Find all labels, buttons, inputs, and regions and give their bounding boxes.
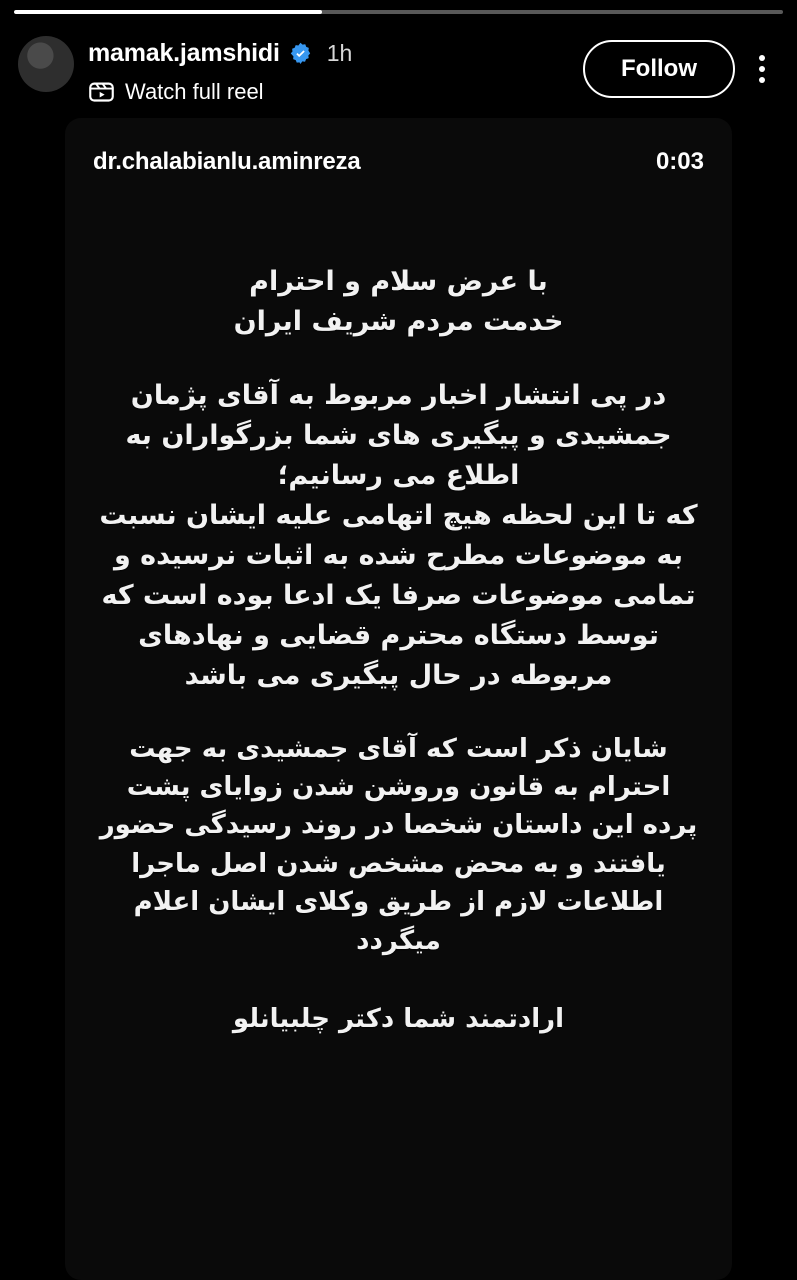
paragraph-note: شایان ذکر است که آقای جمشیدی به جهت احترام به قانون وروشن شدن زوایای پشت پرده این داستان شخصا در روند رسیدگی حضور یافتند و به محض مشخص شدن اصل ماجرا اطلاعات لازم از طریق وکلای ایشان اعلام میگردد	[99, 733, 698, 956]
shared-post-text-body	[65, 262, 732, 1039]
story-timestamp: 1h	[326, 39, 353, 66]
more-dot-2	[759, 66, 765, 72]
avatar[interactable]	[18, 36, 74, 92]
shared-post-username[interactable]: dr.chalabianlu.aminreza	[93, 148, 361, 175]
shared-post-header	[65, 118, 732, 176]
reels-clapboard-icon	[88, 78, 115, 105]
more-options-icon[interactable]	[745, 40, 779, 98]
story-header	[0, 34, 797, 120]
verified-badge-icon	[289, 42, 312, 65]
paragraph-statement: در پی انتشار اخبار مربوط به آقای پژمان جمشیدی و پیگیری های شما بزرگواران به اطلاع می رسانیم؛ که تا این لحظه هیچ اتهامی علیه ایشان نسبت به موضوعات مطرح شده به اثبات نرسیده و تمامی موضوعات صرفا یک ادعا بوده است که توسط دستگاه محترم قضایی و نهادهای مربوطه در حال پیگیری می باشد	[99, 379, 698, 691]
shared-post-duration: 0:03	[655, 148, 704, 175]
paragraph-greeting: با عرض سلام و احترام خدمت مردم شریف ایران	[233, 266, 564, 337]
paragraph-signature: ارادتمند شما دکتر چلبیانلو	[232, 1004, 565, 1035]
story-progress-fill	[14, 10, 322, 14]
follow-button[interactable]: Follow	[583, 40, 735, 98]
story-username[interactable]: mamak.jamshidi	[88, 38, 280, 67]
story-progress-bar[interactable]	[14, 10, 783, 14]
watch-full-reel-label: Watch full reel	[125, 78, 264, 104]
username-row	[88, 36, 583, 70]
watch-full-reel-link[interactable]	[88, 78, 583, 105]
shared-post-card[interactable]	[65, 118, 732, 1280]
story-header-info	[88, 34, 583, 105]
more-dot-3	[759, 77, 765, 83]
more-dot-1	[759, 55, 765, 61]
